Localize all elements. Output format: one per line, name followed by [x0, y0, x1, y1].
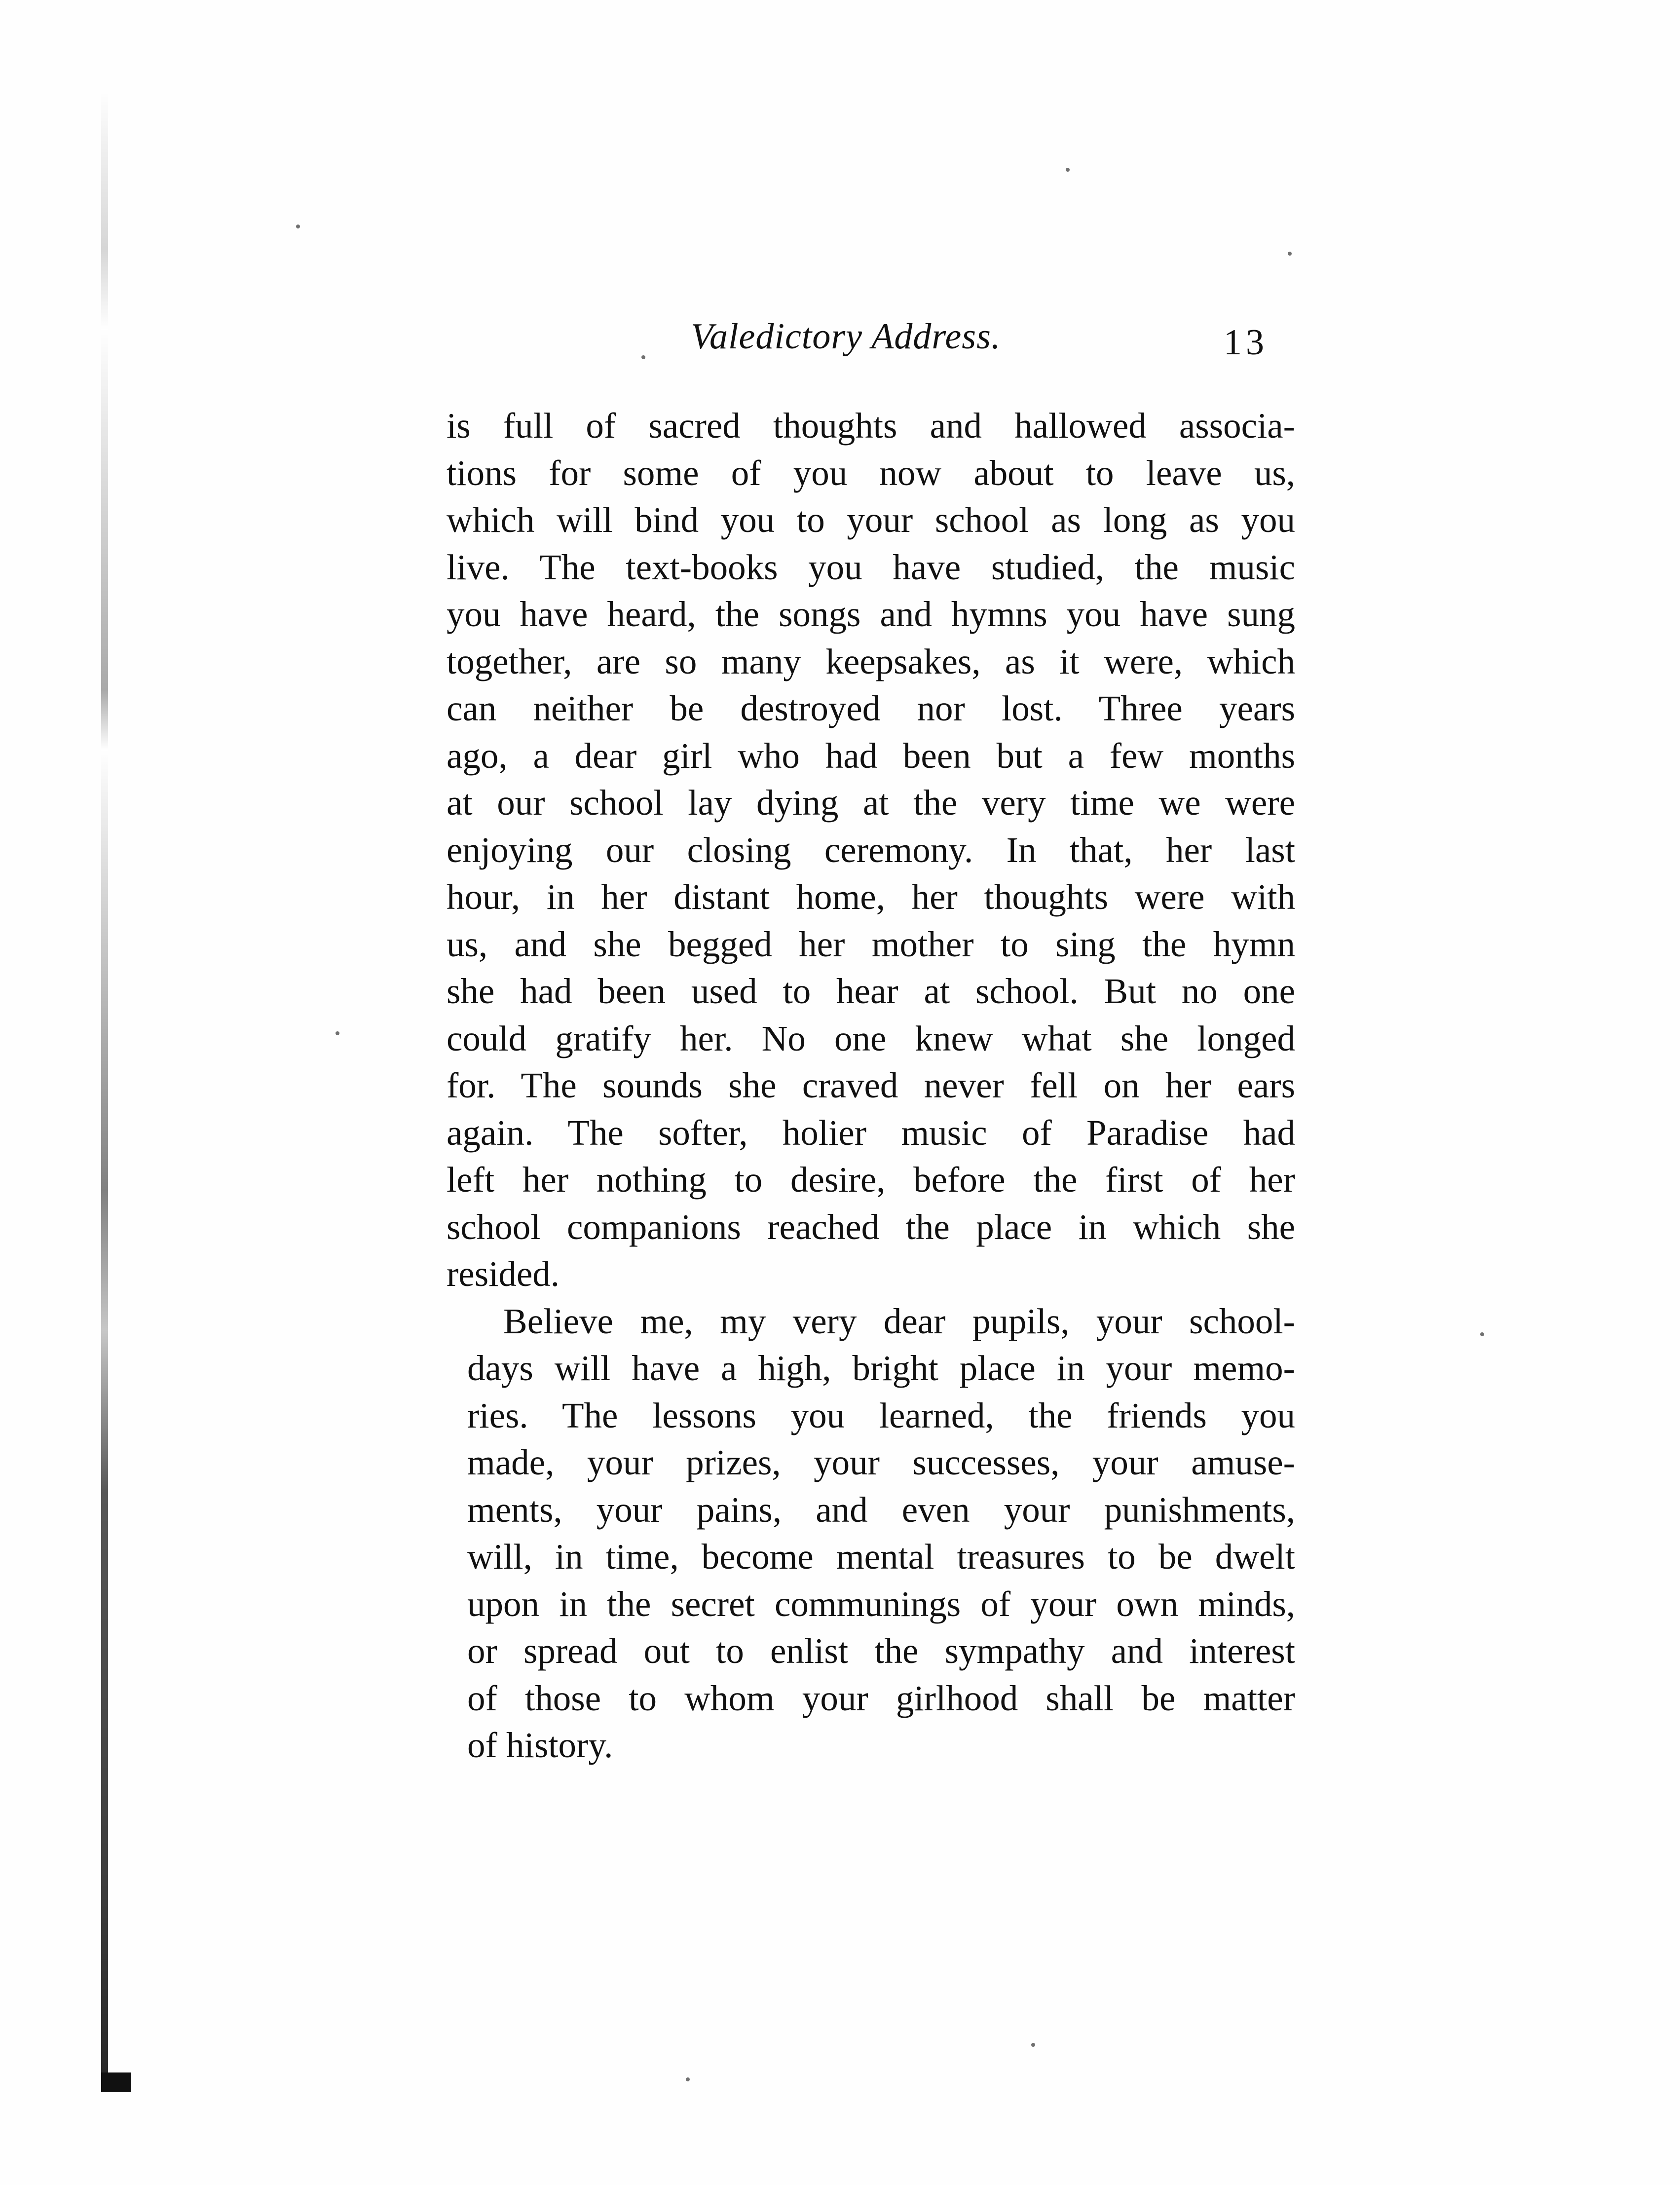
text-line: of history. [467, 1725, 613, 1765]
text-line: ago, a dear girl who had been but a few months [447, 735, 1295, 776]
text-line: which will bind you to your school as long as you [447, 500, 1295, 540]
text-line: made, your prizes, your successes, your amuse- [467, 1442, 1295, 1482]
text-line: days will have a high, bright place in your memo- [467, 1348, 1295, 1388]
text-line: live. The text-books you have studied, the music [447, 547, 1295, 587]
text-line: upon in the secret communings of your own minds, [467, 1583, 1295, 1624]
text-line: at our school lay dying at the very time we were [447, 783, 1295, 823]
text-line: left her nothing to desire, before the first of her [447, 1160, 1295, 1200]
running-title: Valedictory Address. [691, 316, 1001, 357]
scan-speck [1066, 168, 1070, 172]
text-line: is full of sacred thoughts and hallowed associa- [447, 406, 1295, 446]
body-text [447, 402, 1295, 1769]
text-line: or spread out to enlist the sympathy and interest [467, 1631, 1295, 1671]
paragraph-1 [447, 402, 1295, 1298]
text-line: can neither be destroyed nor lost. Three years [447, 688, 1295, 728]
text-line: school companions reached the place in which she [447, 1206, 1295, 1247]
page-header [0, 316, 1680, 370]
paragraph-2 [447, 1298, 1295, 1769]
binding-edge-foot [101, 2072, 131, 2092]
text-line: of those to whom your girlhood shall be matter [467, 1678, 1295, 1718]
scan-speck [686, 2077, 690, 2081]
scan-speck [641, 355, 645, 359]
binding-edge [101, 89, 108, 2092]
scan-speck [1480, 1332, 1484, 1336]
text-line: together, are so many keepsakes, as it were, which [447, 641, 1295, 681]
text-line: tions for some of you now about to leave us, [447, 452, 1295, 493]
text-line: hour, in her distant home, her thoughts were with [447, 877, 1295, 917]
scan-speck [296, 225, 300, 228]
text-line: resided. [447, 1254, 560, 1294]
text-line: she had been used to hear at school. But no one [447, 971, 1295, 1011]
text-line: for. The sounds she craved never fell on her ears [447, 1065, 1295, 1105]
text-line: ments, your pains, and even your punishments, [467, 1489, 1295, 1530]
text-line: you have heard, the songs and hymns you have sung [447, 594, 1295, 634]
text-line: will, in time, become mental treasures to be dwelt [467, 1537, 1295, 1577]
text-line: again. The softer, holier music of Paradise had [447, 1112, 1295, 1153]
scan-speck [336, 1031, 339, 1035]
text-line: could gratify her. No one knew what she longed [447, 1018, 1295, 1058]
text-line: enjoying our closing ceremony. In that, her last [447, 829, 1295, 870]
scan-speck [1031, 2043, 1035, 2047]
text-line: ries. The lessons you learned, the friends you [467, 1395, 1295, 1435]
text-line: us, and she begged her mother to sing the hymn [447, 924, 1295, 964]
text-line: Believe me, my very dear pupils, your school- [503, 1301, 1295, 1341]
page-number: 13 [1224, 322, 1268, 363]
scan-speck [1288, 252, 1292, 256]
